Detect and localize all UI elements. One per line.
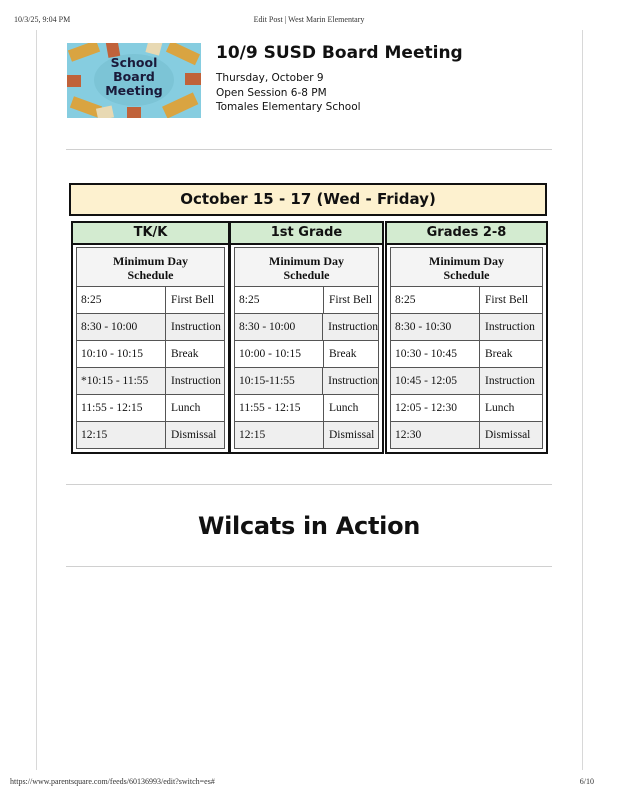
table-row <box>390 395 543 422</box>
table-row <box>76 395 225 422</box>
table-row <box>390 422 543 449</box>
time-cell: 8:30 - 10:00 <box>235 314 323 340</box>
page-border-left <box>36 30 37 770</box>
time-cell: 8:25 <box>235 287 324 313</box>
table-row <box>390 368 543 395</box>
schedule-table-title <box>390 247 543 287</box>
activity-cell: Instruction <box>328 321 378 333</box>
time-cell: 8:30 - 10:30 <box>391 314 480 340</box>
activity-cell: Lunch <box>171 402 201 414</box>
table-row <box>76 314 225 341</box>
time-cell: 10:00 - 10:15 <box>235 341 324 367</box>
print-page-number: 6/10 <box>579 777 594 786</box>
time-cell: 8:25 <box>77 287 166 313</box>
activity-cell: Break <box>171 348 199 360</box>
activity-cell: Dismissal <box>485 429 531 441</box>
grade-header: 1st Grade <box>229 221 384 245</box>
event-session: Open Session 6-8 PM <box>216 87 327 99</box>
schedule-table-title <box>76 247 225 287</box>
print-header <box>0 15 618 27</box>
activity-cell: Dismissal <box>329 429 375 441</box>
activity-cell: First Bell <box>485 294 529 306</box>
print-url: https://www.parentsquare.com/feeds/60136993/edit?switch=es# <box>10 777 215 786</box>
activity-cell: Break <box>485 348 513 360</box>
print-page-title: Edit Post | West Marin Elementary <box>253 15 365 24</box>
schedule-column-grades-2-8 <box>385 221 548 454</box>
time-cell: 10:30 - 10:45 <box>391 341 480 367</box>
board-meeting-image <box>67 43 201 118</box>
table-row <box>234 287 379 314</box>
time-cell: 11:55 - 12:15 <box>235 395 324 421</box>
time-cell: 8:25 <box>391 287 480 313</box>
section-heading: Wilcats in Action <box>197 512 421 540</box>
schedule-title-line: Schedule <box>283 268 330 282</box>
event-title: 10/9 SUSD Board Meeting <box>216 43 463 63</box>
image-text-line: Meeting <box>105 83 163 98</box>
schedule-banner: October 15 - 17 (Wed - Friday) <box>69 183 547 216</box>
schedule-table <box>385 245 548 454</box>
schedule-title-line: Minimum Day <box>269 254 344 268</box>
image-text-line: Board <box>113 69 155 84</box>
schedule-title-line: Schedule <box>443 268 490 282</box>
time-cell: 12:30 <box>391 422 480 448</box>
divider <box>66 149 552 150</box>
schedule-table <box>71 245 230 454</box>
time-cell: 10:10 - 10:15 <box>77 341 166 367</box>
time-cell: 12:05 - 12:30 <box>391 395 480 421</box>
event-date: Thursday, October 9 <box>216 72 324 84</box>
table-row <box>390 314 543 341</box>
activity-cell: Instruction <box>485 321 535 333</box>
schedule-column-1st-grade <box>229 221 384 454</box>
schedule-title-line: Minimum Day <box>113 254 188 268</box>
table-row <box>234 314 379 341</box>
grade-header: Grades 2-8 <box>385 221 548 245</box>
time-cell: 10:45 - 12:05 <box>391 368 480 394</box>
activity-cell: Break <box>329 348 357 360</box>
schedule-column-tkk <box>71 221 230 454</box>
activity-cell: Instruction <box>171 375 221 387</box>
schedule-table <box>229 245 384 454</box>
table-row <box>76 341 225 368</box>
time-cell: 12:15 <box>235 422 324 448</box>
activity-cell: Instruction <box>328 375 378 387</box>
activity-cell: First Bell <box>329 294 373 306</box>
table-row <box>234 395 379 422</box>
table-row <box>234 422 379 449</box>
activity-cell: First Bell <box>171 294 215 306</box>
table-row <box>76 368 225 395</box>
table-row <box>76 422 225 449</box>
activity-cell: Instruction <box>485 375 535 387</box>
table-row <box>234 368 379 395</box>
table-row <box>390 287 543 314</box>
schedule-title-line: Minimum Day <box>429 254 504 268</box>
time-cell: 10:15-11:55 <box>235 368 323 394</box>
time-cell: 8:30 - 10:00 <box>77 314 166 340</box>
divider <box>66 566 552 567</box>
schedule-title-line: Schedule <box>127 268 174 282</box>
table-row <box>234 341 379 368</box>
time-cell: 11:55 - 12:15 <box>77 395 166 421</box>
time-cell: 12:15 <box>77 422 166 448</box>
divider <box>66 484 552 485</box>
image-text-line: School <box>110 55 158 70</box>
grade-header: TK/K <box>71 221 230 245</box>
activity-cell: Lunch <box>329 402 359 414</box>
activity-cell: Instruction <box>171 321 221 333</box>
page-border-right <box>582 30 583 770</box>
table-row <box>76 287 225 314</box>
table-row <box>390 341 543 368</box>
event-location: Tomales Elementary School <box>216 101 361 113</box>
activity-cell: Lunch <box>485 402 515 414</box>
print-datetime: 10/3/25, 9:04 PM <box>14 15 71 24</box>
schedule-table-title <box>234 247 379 287</box>
activity-cell: Dismissal <box>171 429 217 441</box>
time-cell: *10:15 - 11:55 <box>77 368 166 394</box>
